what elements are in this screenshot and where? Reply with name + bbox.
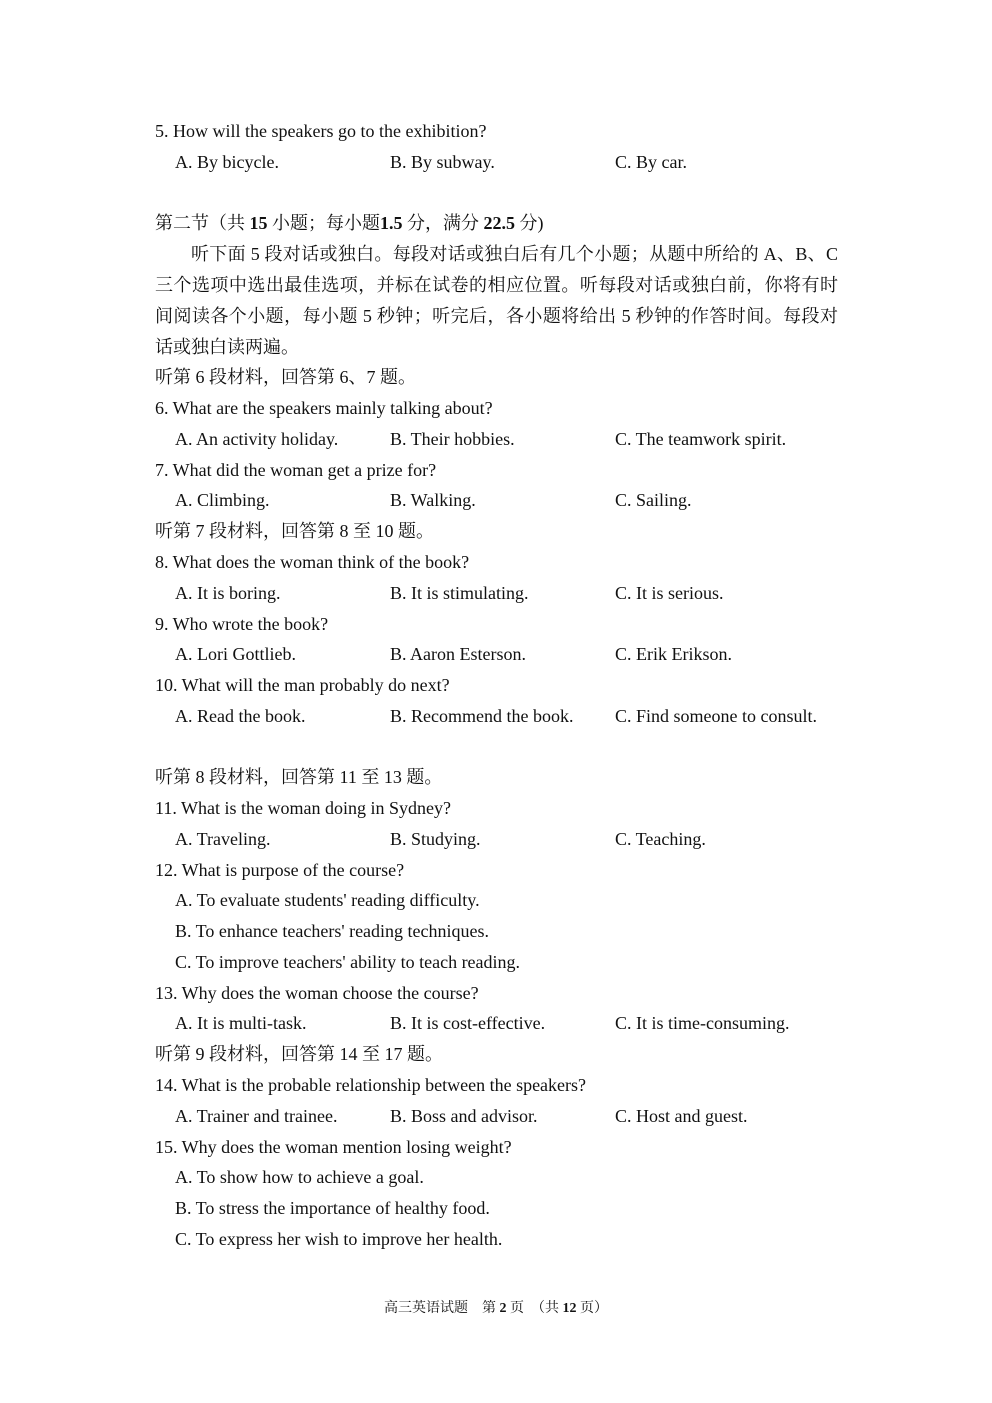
option-15a: A. To show how to achieve a goal. [175,1167,424,1187]
material-9-note: 听第 9 段材料，回答第 14 至 17 题。 [155,1044,443,1064]
option-9c: C. Erik Erikson. [615,644,732,664]
option-7b: B. Walking. [390,490,476,510]
option-15b: B. To stress the importance of healthy food. [175,1198,490,1218]
option-7c: C. Sailing. [615,490,692,510]
option-11a: A. Traveling. [175,829,271,849]
option-10b: B. Recommend the book. [390,706,574,726]
question-7: 7. What did the woman get a prize for? [155,460,437,480]
option-14c: C. Host and guest. [615,1106,748,1126]
option-5b: B. By subway. [390,152,495,172]
option-9a: A. Lori Gottlieb. [175,644,296,664]
option-10a: A. Read the book. [175,706,306,726]
option-14b: B. Boss and advisor. [390,1106,538,1126]
question-5: 5. How will the speakers go to the exhibition? [155,121,487,141]
option-13b: B. It is cost-effective. [390,1013,546,1033]
material-6-note: 听第 6 段材料，回答第 6、7 题。 [155,367,416,387]
option-15c: C. To express her wish to improve her health. [175,1229,503,1249]
section-heading: 第二节（共 15 小题；每小题1.5 分，满分 22.5 分) [155,213,544,233]
option-5a: A. By bicycle. [175,152,279,172]
option-9b: B. Aaron Esterson. [390,644,526,664]
option-8b: B. It is stimulating. [390,583,529,603]
question-14: 14. What is the probable relationship between the speakers? [155,1075,587,1095]
question-8: 8. What does the woman think of the book? [155,552,470,572]
option-13a: A. It is multi-task. [175,1013,307,1033]
option-6c: C. The teamwork spirit. [615,429,787,449]
option-12b: B. To enhance teachers' reading techniques. [175,921,490,941]
option-13c: C. It is time-consuming. [615,1013,790,1033]
question-15: 15. Why does the woman mention losing weight? [155,1137,512,1157]
question-12: 12. What is purpose of the course? [155,860,405,880]
option-6a: A. An activity holiday. [175,429,339,449]
question-6: 6. What are the speakers mainly talking about? [155,398,493,418]
section-instructions: 听下面 5 段对话或独白。每段对话或独白后有几个小题；从题中所给的 A、B、C 三个选项中选出最佳选项，并标在试卷的相应位置。听每段对话或独白前，你将有时间阅读各个小题，每小题 5 秒钟；听完后，各小题将给出 5 秒钟的作答时间。每段对话或独白读两遍。 [155,244,838,357]
option-12a: A. To evaluate students' reading difficulty. [175,890,480,910]
material-8-note: 听第 8 段材料，回答第 11 至 13 题。 [155,767,443,787]
option-11c: C. Teaching. [615,829,706,849]
page-footer: 高三英语试题 第 2 页 （共 12 页） [384,1301,608,1316]
option-5c: C. By car. [615,152,687,172]
option-12c: C. To improve teachers' ability to teach reading. [175,952,521,972]
option-11b: B. Studying. [390,829,481,849]
question-11: 11. What is the woman doing in Sydney? [155,798,451,818]
option-8c: C. It is serious. [615,583,724,603]
option-8a: A. It is boring. [175,583,281,603]
question-13: 13. Why does the woman choose the course? [155,983,479,1003]
option-14a: A. Trainer and trainee. [175,1106,338,1126]
option-6b: B. Their hobbies. [390,429,515,449]
question-9: 9. Who wrote the book? [155,614,329,634]
question-10: 10. What will the man probably do next? [155,675,450,695]
option-10c: C. Find someone to consult. [615,706,817,726]
material-7-note: 听第 7 段材料，回答第 8 至 10 题。 [155,521,434,541]
option-7a: A. Climbing. [175,490,270,510]
